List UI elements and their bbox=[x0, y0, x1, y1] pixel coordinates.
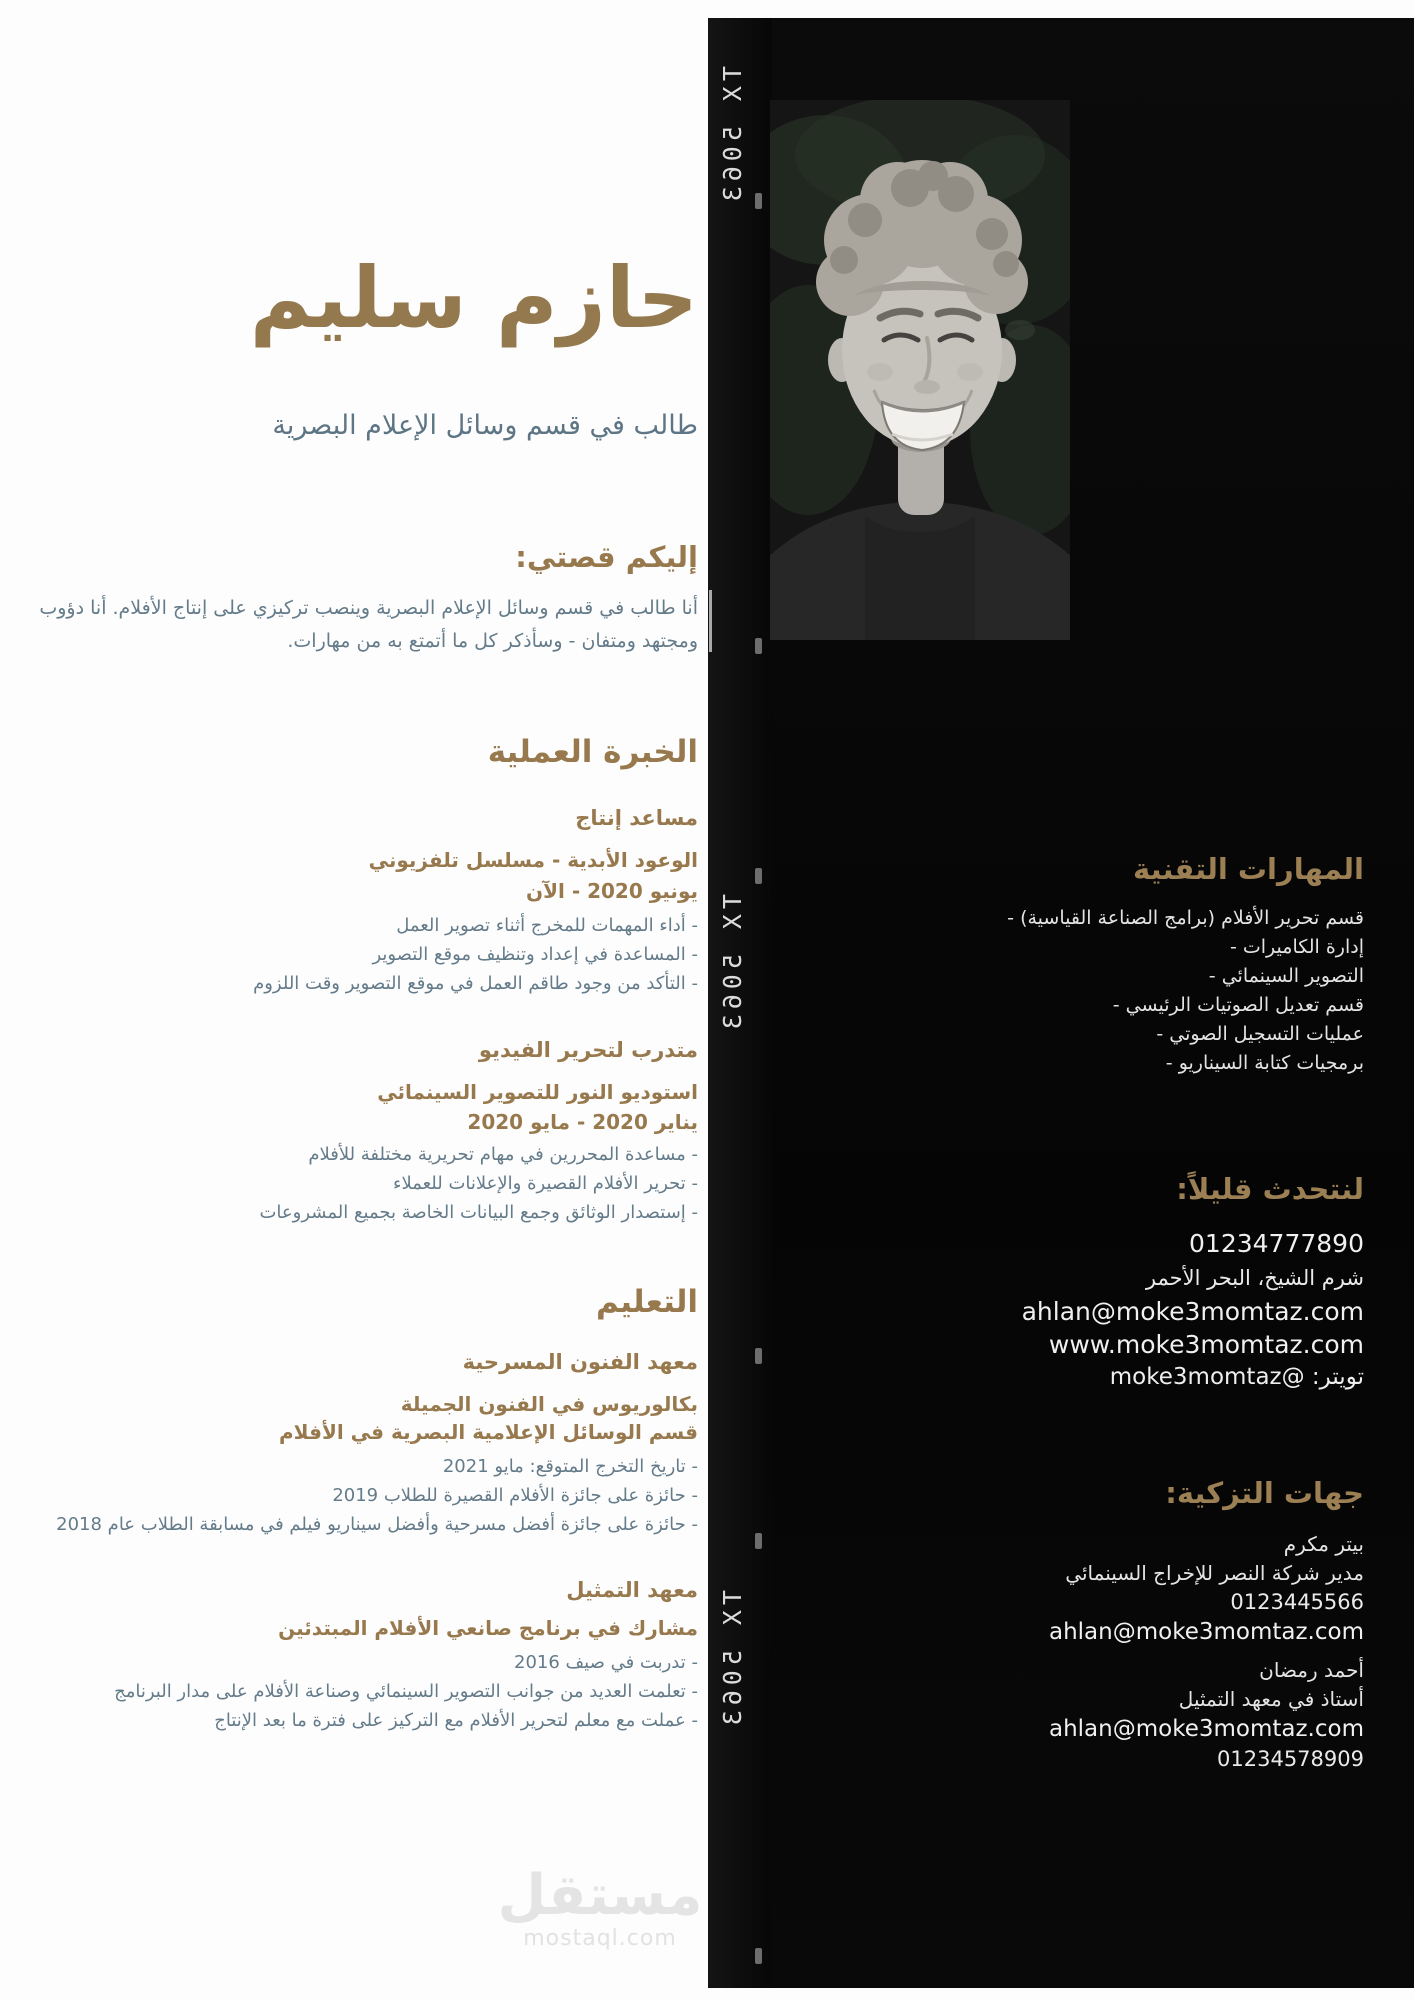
job-bullet: - إستصدار الوثائق وجمع البيانات الخاصة بجميع المشروعات bbox=[36, 1198, 698, 1227]
header-subtitle: طالب في قسم وسائل الإعلام البصرية bbox=[272, 410, 698, 441]
film-strip-label: TX 5063 bbox=[718, 66, 747, 207]
skills-list bbox=[734, 904, 1364, 1078]
contact-block bbox=[734, 1226, 1364, 1394]
skill-item: قسم تحرير الأفلام (برامج الصناعة القياسية) - bbox=[734, 904, 1364, 933]
contact-website: www.moke3momtaz.com bbox=[1048, 1330, 1364, 1359]
school-bullet-list bbox=[36, 1452, 698, 1539]
film-sprocket-mark bbox=[755, 638, 762, 654]
skill-item: برمجيات كتابة السيناريو - bbox=[734, 1049, 1364, 1078]
page-title: حازم سليم bbox=[249, 249, 698, 347]
school-bullet: - تعلمت العديد من جوانب التصوير السينمائي وصناعة الأفلام على مدار البرنامج bbox=[36, 1677, 698, 1706]
experience-heading: الخبرة العملية bbox=[487, 734, 698, 770]
film-sprocket-mark bbox=[755, 193, 762, 209]
contact-email: ahlan@moke3momtaz.com bbox=[1021, 1297, 1364, 1326]
job-bullet-list bbox=[36, 911, 698, 998]
job-title: مساعد إنتاج bbox=[575, 806, 698, 830]
job-bullet: - مساعدة المحررين في مهام تحريرية مختلفة للأفلام bbox=[36, 1140, 698, 1169]
job-dates: يونيو 2020 - الآن bbox=[526, 879, 698, 903]
skill-item: عمليات التسجيل الصوتي - bbox=[734, 1020, 1364, 1049]
skill-item: إدارة الكاميرات - bbox=[734, 933, 1364, 962]
school-bullet: - حائزة على جائزة أفضل مسرحية وأفضل سيناريو فيلم في مسابقة الطلاب عام 2018 bbox=[36, 1510, 698, 1539]
school-department: قسم الوسائل الإعلامية البصرية في الأفلام bbox=[279, 1420, 698, 1444]
about-heading: إليكم قصتي: bbox=[515, 540, 698, 574]
reference-name: أحمد رمضان bbox=[1259, 1658, 1364, 1682]
school-bullet: - تدربت في صيف 2016 bbox=[36, 1648, 698, 1677]
reference-name: بيتر مكرم bbox=[1283, 1532, 1364, 1556]
film-strip-label: TX 5063 bbox=[718, 894, 747, 1035]
school-bullet: - تاريخ التخرج المتوقع: مايو 2021 bbox=[36, 1452, 698, 1481]
job-bullet: - التأكد من وجود طاقم العمل في موقع التصوير وقت اللزوم bbox=[36, 969, 698, 998]
reference-card bbox=[734, 1656, 1364, 1774]
job-bullet: - أداء المهمات للمخرج أثناء تصوير العمل bbox=[36, 911, 698, 940]
contact-address: شرم الشيخ، البحر الأحمر bbox=[1145, 1266, 1364, 1290]
contact-twitter: تويتر: @moke3momtaz bbox=[1109, 1364, 1364, 1390]
job-dates: يناير 2020 - مايو 2020 bbox=[467, 1110, 698, 1134]
job-organization: استوديو النور للتصوير السينمائي bbox=[377, 1080, 698, 1104]
education-heading: التعليم bbox=[595, 1284, 698, 1320]
mostaql-url: mostaql.com bbox=[523, 1926, 677, 1951]
about-paragraph: أنا طالب في قسم وسائل الإعلام البصرية وينصب تركيزي على إنتاج الأفلام. أنا دؤوب ومجتهد ومتفان - وسأذكر كل ما أتمتع به من مهارات. bbox=[39, 597, 698, 653]
skill-item: التصوير السينمائي - bbox=[734, 962, 1364, 991]
portrait-photo-graphic bbox=[770, 100, 1070, 640]
reference-role: أستاذ في معهد التمثيل bbox=[1178, 1687, 1364, 1711]
film-strip-label: TX 5063 bbox=[718, 1590, 747, 1731]
contact-phone: 01234777890 bbox=[1189, 1229, 1364, 1258]
reference-phone: 01234578909 bbox=[1217, 1747, 1364, 1771]
school-title: معهد التمثيل bbox=[566, 1578, 698, 1602]
reference-role: مدير شركة النصر للإخراج السينمائي bbox=[1065, 1561, 1364, 1585]
job-bullet: - المساعدة في إعداد وتنظيف موقع التصوير bbox=[36, 940, 698, 969]
mostaql-logo: مستقل bbox=[497, 1863, 703, 1928]
contact-heading: لنتحدث قليلاً: bbox=[1176, 1172, 1364, 1206]
school-bullet-list bbox=[36, 1648, 698, 1735]
film-sprocket-mark bbox=[755, 1948, 762, 1964]
school-program: مشارك في برنامج صانعي الأفلام المبتدئين bbox=[278, 1616, 698, 1640]
job-title: متدرب لتحرير الفيديو bbox=[478, 1038, 698, 1062]
job-organization: الوعود الأبدية - مسلسل تلفزيوني bbox=[368, 848, 698, 872]
references-heading: جهات التزكية: bbox=[1165, 1476, 1364, 1510]
job-bullet-list bbox=[36, 1140, 698, 1227]
school-bullet: - حائزة على جائزة الأفلام القصيرة للطلاب 2019 bbox=[36, 1481, 698, 1510]
portrait-photo bbox=[770, 100, 1070, 640]
reference-email: ahlan@moke3momtaz.com bbox=[1049, 1619, 1364, 1645]
reference-card bbox=[734, 1530, 1364, 1648]
job-bullet: - تحرير الأفلام القصيرة والإعلانات للعملاء bbox=[36, 1169, 698, 1198]
school-degree: بكالوريوس في الفنون الجميلة bbox=[400, 1392, 698, 1416]
sidebar bbox=[708, 18, 1414, 1988]
school-bullet: - عملت مع معلم لتحرير الأفلام مع التركيز على فترة ما بعد الإنتاج bbox=[36, 1706, 698, 1735]
film-scratch-mark bbox=[709, 590, 712, 652]
skill-item: قسم تعديل الصوتيات الرئيسي - bbox=[734, 991, 1364, 1020]
skills-heading: المهارات التقنية bbox=[1133, 852, 1364, 886]
reference-email: ahlan@moke3momtaz.com bbox=[1049, 1716, 1364, 1742]
reference-phone: 0123445566 bbox=[1230, 1590, 1364, 1614]
school-title: معهد الفنون المسرحية bbox=[462, 1350, 698, 1374]
